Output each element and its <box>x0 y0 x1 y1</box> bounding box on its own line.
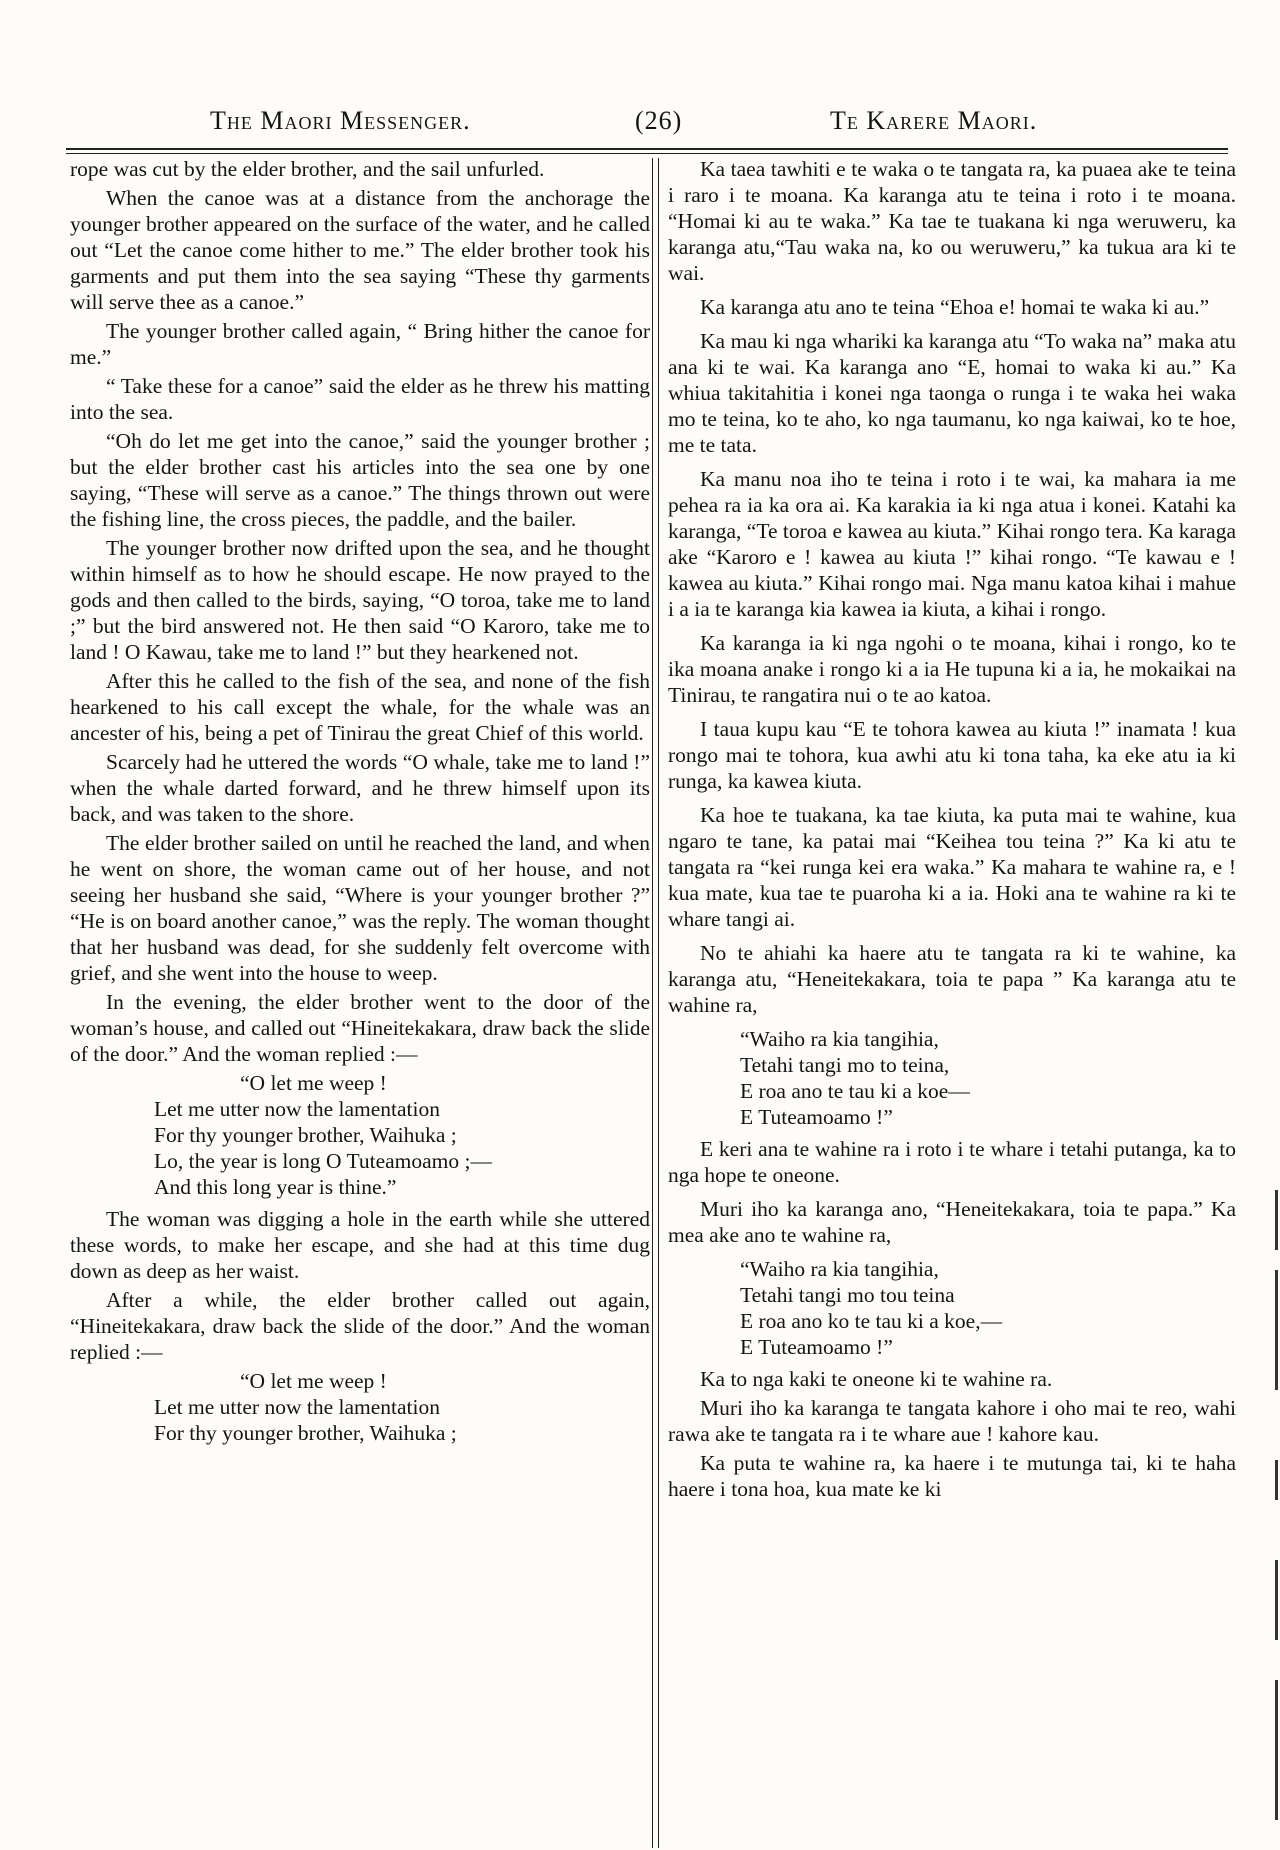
verse-line: Tetahi tangi mo tou teina <box>740 1283 955 1307</box>
paragraph: I taua kupu kau “E te tohora kawea au kiuta !” inamata ! kua rongo mai te tohora, kua awhi atu ki tona taha, ka eke atu ia ki runga, ka kawea kiuta. <box>668 717 1236 793</box>
header-rule <box>66 148 1228 154</box>
verse-line: Tetahi tangi mo to teina, <box>740 1053 950 1077</box>
verse-line: For thy younger brother, Waihuka ; <box>154 1123 457 1147</box>
verse-line: E Tuteamoamo !” <box>740 1105 893 1129</box>
verse-line: “Waiho ra kia tangihia, <box>740 1257 939 1281</box>
paragraph: Ka to nga kaki te oneone ki te wahine ra. <box>700 1367 1053 1391</box>
paragraph: “Oh do let me get into the canoe,” said the younger brother ; but the elder brother cast his articles into the sea one by one saying, “These will serve as a canoe.” The things thrown out were the fishing line, the cross pieces, the paddle, and the bailer. <box>70 429 650 531</box>
paragraph: The elder brother sailed on until he reached the land, and when he went on shore, the woman came out of her house, and not seeing her husband she said, “Where is your younger brother ?” “He is on board another canoe,” was the reply. The woman thought that her husband was dead, for she suddenly felt overcome with grief, and she went into the house to weep. <box>70 831 650 985</box>
paragraph: The younger brother now drifted upon the sea, and he thought within himself as to how he should escape. He now prayed to the gods and then called to the birds, saying, “O toroa, take me to land ;” but the bird answered not. He then said “O Karoro, take me to land ! O Kawau, take me to land !” but they hearkened not. <box>70 536 650 664</box>
paragraph: “ Take these for a canoe” said the elder as he threw his matting into the sea. <box>70 374 650 424</box>
verse-line: E roa ano te tau ki a koe— <box>740 1079 970 1103</box>
paragraph: After this he called to the fish of the sea, and none of the fish hearkened to his call except the whale, for the whale was an ancester of his, being a pet of Tinirau the great Chief of this world. <box>70 669 650 745</box>
paragraph: Scarcely had he uttered the words “O whale, take me to land !” when the whale darted forward, and he threw himself upon its back, and was taken to the shore. <box>70 750 650 826</box>
english-column <box>70 156 650 1452</box>
paragraph: Ka hoe te tuakana, ka tae kiuta, ka puta mai te wahine, kua ngaro te tane, ka patai mai “Keihea tou teina ?” Ka ki atu te tangata ra “kei runga kei era waka.” Ka mahara te wahine ra, e ! kua mate, kua tae te puaroha ki a ia. Hoki ana te wahine ra ki te whare tangi ai. <box>668 803 1236 931</box>
verse-line: And this long year is thine.” <box>154 1175 397 1199</box>
scan-edge <box>1268 0 1280 1850</box>
paragraph: Ka manu noa iho te teina i roto i te wai, ka mahara ia me pehea ra ia ka ora ai. Ka karakia ia ki nga atua i konei. Katahi ka karanga, “Te toroa e kawea au kiuta.” Kihai rongo tera. Ka karaga ake “Karoro e ! kawea au kiuta !” kihai rongo. “Te kawau e ! kawea au kiuta.” Kihai rongo mai. Nga manu katoa kihai i mahue i a ia te karanga kia kawea ia kiuta, a kihai i rongo. <box>668 467 1236 621</box>
page-header <box>60 100 1240 140</box>
lament-verse <box>668 1256 1236 1360</box>
verse-line: Let me utter now the lamentation <box>154 1097 440 1121</box>
paragraph: No te ahiahi ka haere atu te tangata ra ki te wahine, ka karanga atu, “Heneitekakara, toia te papa ” Ka karanga atu te wahine ra, <box>668 941 1236 1017</box>
paragraph: When the canoe was at a distance from the anchorage the younger brother appeared on the surface of the water, and he called out “Let the canoe come hither to me.” The elder brother took his garments and put them into the sea saying “These thy garments will serve thee as a canoe.” <box>70 186 650 314</box>
paragraph: Ka taea tawhiti e te waka o te tangata ra, ka puaea ake te teina i raro i te moana. Ka karanga atu te teina i roto i te moana. “Homai ki au te waka.” Ka tae te tuakana ki nga weruweru, ka karanga atu,“Tau waka na, ko ou weruweru,” ka tukua ara ki te wai. <box>668 157 1236 285</box>
verse-line: “Waiho ra kia tangihia, <box>740 1027 939 1051</box>
verse-line: Lo, the year is long O Tuteamoamo ;— <box>154 1149 492 1173</box>
verse-line: “O let me weep ! <box>240 1369 387 1393</box>
publication-title-english: The Maori Messenger. <box>210 106 471 135</box>
verse-line: “O let me weep ! <box>240 1071 387 1095</box>
paragraph: The younger brother called again, “ Bring hither the canoe for me.” <box>70 319 650 369</box>
verse-line: Let me utter now the lamentation <box>154 1395 440 1419</box>
paragraph: E keri ana te wahine ra i roto i te whare i tetahi putanga, ka to nga hope te oneone. <box>668 1137 1236 1187</box>
column-divider <box>652 158 659 1848</box>
paragraph: Muri iho ka karanga ano, “Heneitekakara, toia te papa.” Ka mea ake ano te wahine ra, <box>668 1197 1236 1247</box>
lament-verse <box>70 1368 650 1446</box>
paragraph: The woman was digging a hole in the earth while she uttered these words, to make her escape, and she had at this time dug down as deep as her waist. <box>70 1207 650 1283</box>
verse-line: E roa ano ko te tau ki a koe,— <box>740 1309 1003 1333</box>
paragraph: Ka karanga ia ki nga ngohi o te moana, kihai i rongo, ko te ika moana anake i rongo ki a ia He tupuna ki a ia, he mokaikai na Tinirau, te rangatira nui o te ao katoa. <box>668 631 1236 707</box>
verse-line: E Tuteamoamo !” <box>740 1335 893 1359</box>
page-number: (26) <box>635 106 683 135</box>
maori-column <box>668 156 1236 1505</box>
paragraph: rope was cut by the elder brother, and the sail unfurled. <box>70 157 545 181</box>
lament-verse <box>668 1026 1236 1130</box>
paragraph: Ka mau ki nga whariki ka karanga atu “To waka na” maka atu ana ki te wai. Ka karanga ano “E, homai to waka ki au.” Ka whiua takitahitia i konei nga taonga o runga i te waka hei waka mo te teina, ko te aho, ko nga taumanu, ko nga kaiwai, ko te hoe, me te tata. <box>668 329 1236 457</box>
paragraph: In the evening, the elder brother went to the door of the woman’s house, and called out “Hineitekakara, draw back the slide of the door.” And the woman replied :— <box>70 990 650 1066</box>
lament-verse <box>70 1070 650 1200</box>
paragraph: Ka karanga atu ano te teina “Ehoa e! homai te waka ki au.” <box>700 295 1210 319</box>
paragraph: After a while, the elder brother called out again, “Hineitekakara, draw back the slide of the door.” And the woman replied :— <box>70 1288 650 1364</box>
publication-title-maori: Te Karere Maori. <box>830 106 1038 135</box>
verse-line: For thy younger brother, Waihuka ; <box>154 1421 457 1445</box>
paragraph: Ka puta te wahine ra, ka haere i te mutunga tai, ki te haha haere i tona hoa, kua mate ke ki <box>668 1451 1236 1501</box>
paragraph: Muri iho ka karanga te tangata kahore i oho mai te reo, wahi rawa ake te tangata ra i te whare aue ! kahore kau. <box>668 1396 1236 1446</box>
